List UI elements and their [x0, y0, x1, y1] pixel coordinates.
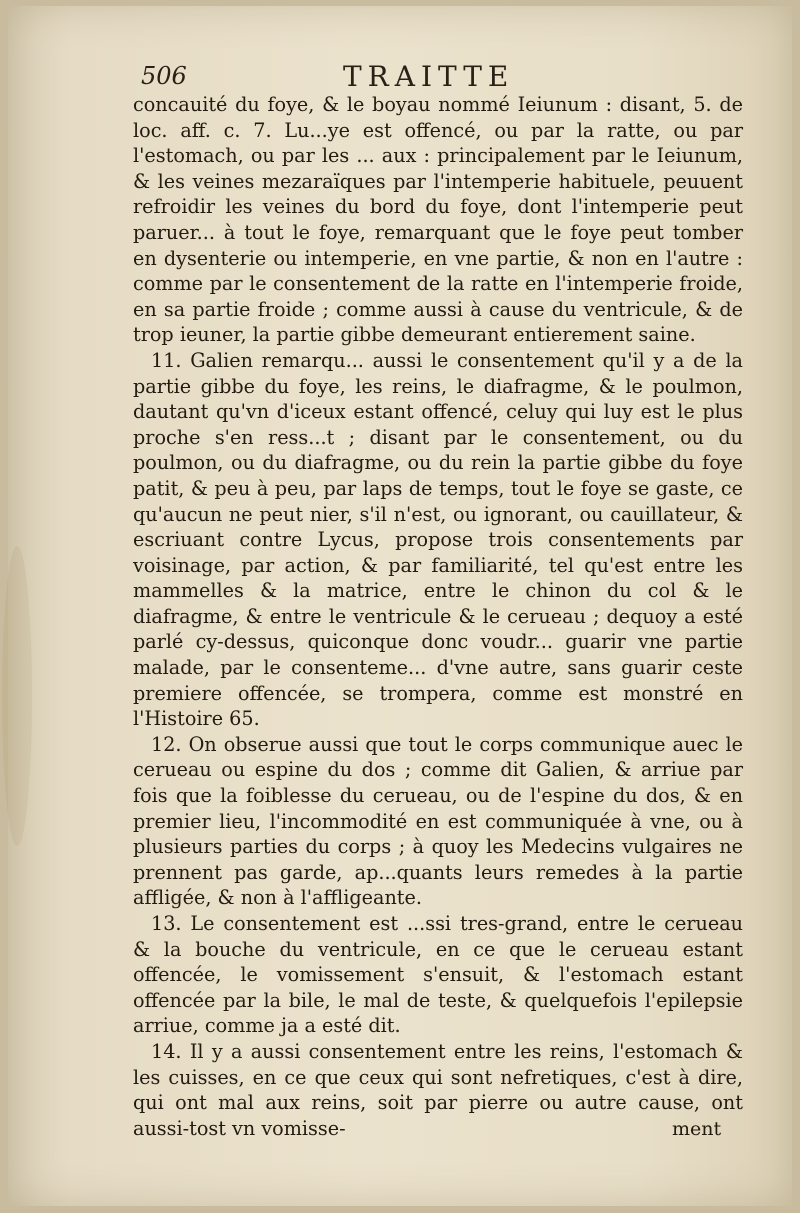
- paragraph-number: 13.: [151, 912, 182, 935]
- paragraph-continuation: [133, 92, 743, 348]
- paragraph-number: 12.: [151, 732, 182, 756]
- paragraph-number: 14.: [151, 1039, 182, 1063]
- text-block: [133, 92, 743, 1141]
- paragraph-number: 11.: [151, 348, 182, 372]
- paper-edge-stain: [2, 546, 32, 846]
- paragraph-13: [133, 911, 743, 1039]
- paragraph-11: [133, 348, 743, 732]
- paragraph-12: [133, 732, 743, 911]
- book-page: [8, 6, 792, 1206]
- paragraph-text: Il y a aussi consentement entre les reins, l'estomach & les cuisses, en ce que ceux qui sont nefretiques, c'est à dire, qui ont mal aux reins, soit par pierre ou autre cause, ont aussi-tost vn vomisse-: [133, 1039, 743, 1140]
- paragraph-text: concauité du foye, & le boyau nommé Ieiunum : disant, 5. de loc. aff. c. 7. Lu...ye est offencé, ou par la ratte, ou par l'estomach, ou par les ... aux : principalement par le Ieiunum, & les veines mezaraïques par l'intemperie habituele, peuuent refroidir les veines du bord du foye, dont l'intemperie peut paruer... à tout le foye, remarquant que le foye peut tomber en dysenterie ou intemperie, en vne partie, & non en l'autre : comme par le consentement de la ratte en l'intemperie froide, en sa partie froide ; comme aussi à cause du ventricule, & de trop ieuner, la partie gibbe demeurant entierement saine.: [133, 93, 743, 347]
- paragraph-text: Le consentement est ...ssi tres-grand, entre le cerueau & la bouche du ventricule, en ce que le cerueau estant offencée, le vomissement s'ensuit, & l'estomach estant offencée par la bile, le mal de teste, & quelquefois l'epilepsie arriue, comme ja a esté dit.: [133, 912, 744, 1038]
- paragraph-text: Galien remarqu... aussi le consentement qu'il y a de la partie gibbe du foye, les reins, le diafragme, & le poulmon, dautant qu'vn d'iceux estant offencé, celuy qui luy est le plus proche s'en ress...t ; disant par le consentement, ou du poulmon, ou du diafragme, ou du rein la partie gibbe du foye patit, & peu à peu, par laps de temps, tout le foye se gaste, ce qu'aucun ne peut nier, s'il n'est, ou ignorant, ou cauillateur, & escriuant contre Lycus, propose trois consentements par voisinage, par action, & par familiarité, tel qu'est entre les mammelles & la matrice, entre le chinon du col & le diafragme, & entre le ventricule & le cerueau ; dequoy a esté parlé cy-dessus, quiconque donc voudr... guarir vne partie malade, par le consenteme... d'vne autre, sans guarir ceste premiere offencée, se trompera, comme est monstré en l'Histoire 65.: [133, 348, 743, 731]
- paragraph-text: On obserue aussi que tout le corps communique auec le cerueau ou espine du dos ; comme dit Galien, & arriue par fois que la foiblesse du cerueau, ou de l'espine du dos, & en premier lieu, l'incommodité en est communiquée à vne, ou à plusieurs parties du corps ; à quoy les Medecins vulgaires ne prennent pas garde, ap...quants leurs remedes à la partie affligée, & non à l'affligeante.: [133, 732, 743, 910]
- running-title: TRAITTE: [343, 60, 515, 93]
- paragraph-14: [133, 1039, 743, 1141]
- catchword: ment: [672, 1118, 722, 1140]
- running-head: [133, 60, 753, 96]
- page-number: 506: [141, 62, 187, 90]
